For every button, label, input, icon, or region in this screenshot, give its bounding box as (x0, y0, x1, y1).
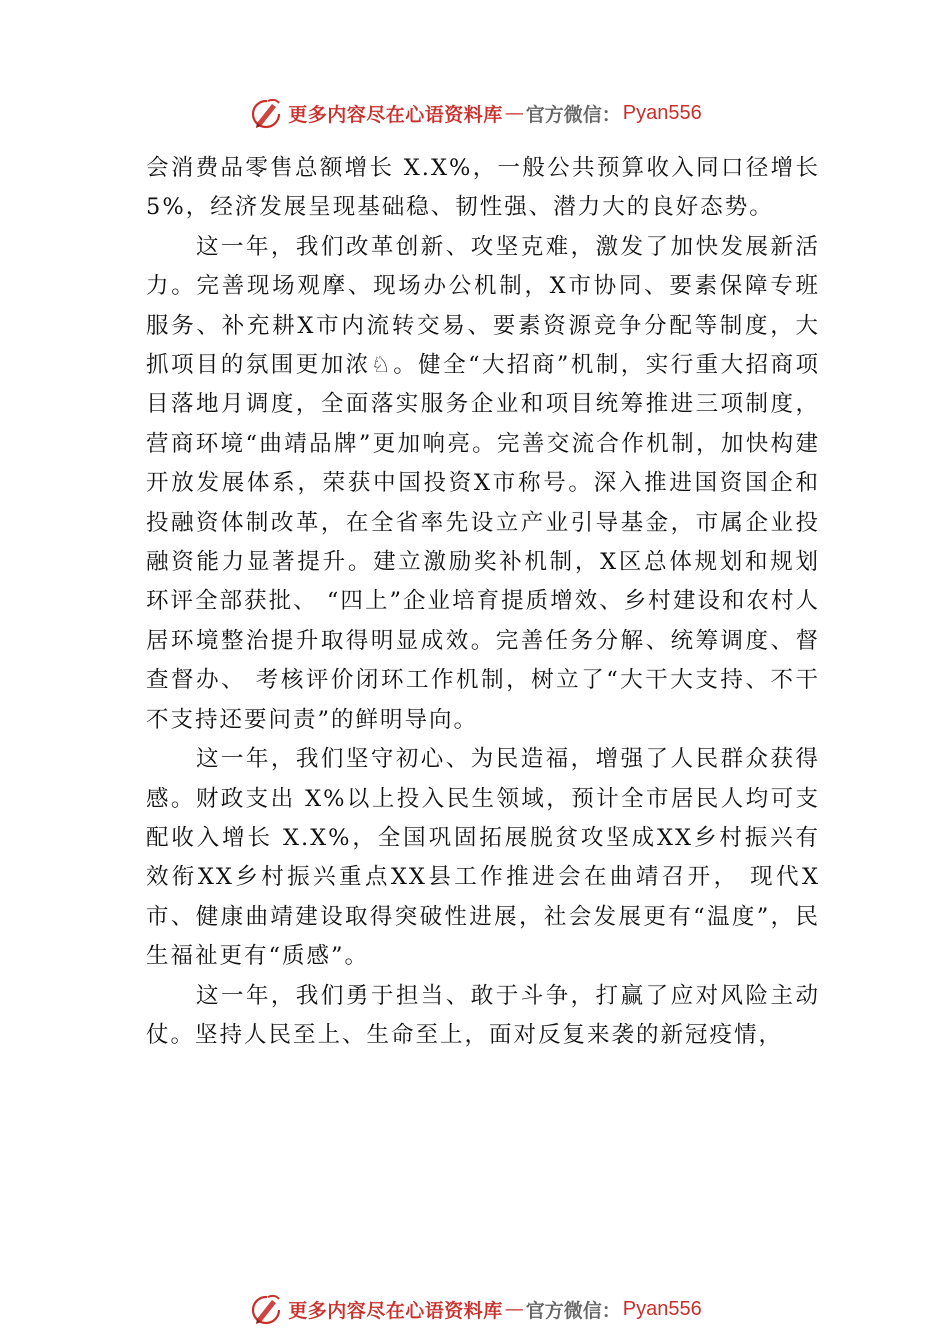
banner-wechat-label: 官方微信： (525, 103, 621, 126)
header-banner (0, 93, 950, 133)
banner-dash: — (504, 102, 524, 124)
banner-wechat-label: 官方微信： (525, 1299, 621, 1322)
footer-banner (0, 1289, 950, 1329)
banner-slogan: 更多内容尽在心语资料库 (288, 103, 503, 126)
document-body (146, 149, 820, 1055)
pen-circle-logo-icon (248, 95, 284, 131)
paragraph-4: 这一年，我们勇于担当、敢于斗争，打赢了应对风险主动仗。坚持人民至上、生命至上，面对反复来袭的新冠疫情， (146, 982, 820, 1048)
banner-wechat-id: Pyan556 (622, 1297, 702, 1320)
paragraph-3: 这一年，我们坚守初心、为民造福，增强了人民群众获得感。财政支出 X%以上投入民生领域，预计全市居民人均可支配收入增长 X.X%，全国巩固拓展脱贫攻坚成XX乡村振兴有效衔XX乡村振兴重点XX县工作推进会在曲靖召开， 现代X市、健康曲靖建设取得突破性进展，社会发展更有“温度”，民生福祉更有“质感”。 (146, 746, 820, 970)
paragraph-1: 会消费品零售总额增长 X.X%，一般公共预算收入同口径增长5%，经济发展呈现基础稳、韧性强、潜力大的良好态势。 (146, 155, 820, 221)
pen-circle-logo-icon (248, 1291, 284, 1327)
banner-slogan: 更多内容尽在心语资料库 (288, 1299, 503, 1322)
paragraph-2: 这一年，我们改革创新、攻坚克难，激发了加快发展新活力。完善现场观摩、现场办公机制，X市协同、要素保障专班服务、补充耕X市内流转交易、要素资源竞争分配等制度，大抓项目的氛围更加浓♘。健全“大招商”机制，实行重大招商项目落地月调度，全面落实服务企业和项目统筹推进三项制度，营商环境“曲靖品牌”更加响亮。完善交流合作机制，加快构建开放发展体系，荣获中国投资X市称号。深入推进国资国企和投融资体制改革，在全省率先设立产业引导基金，市属企业投融资能力显著提升。建立激励奖补机制，X区总体规划和规划环评全部获批、 “四上”企业培育提质增效、乡村建设和农村人居环境整治提升取得明显成效。完善任务分解、统筹调度、督查督办、 考核评价闭环工作机制，树立了“大干大支持、不干不支持还要问责”的鲜明导向。 (146, 233, 820, 733)
banner-wechat-id: Pyan556 (622, 101, 702, 124)
banner-dash: — (504, 1298, 524, 1320)
